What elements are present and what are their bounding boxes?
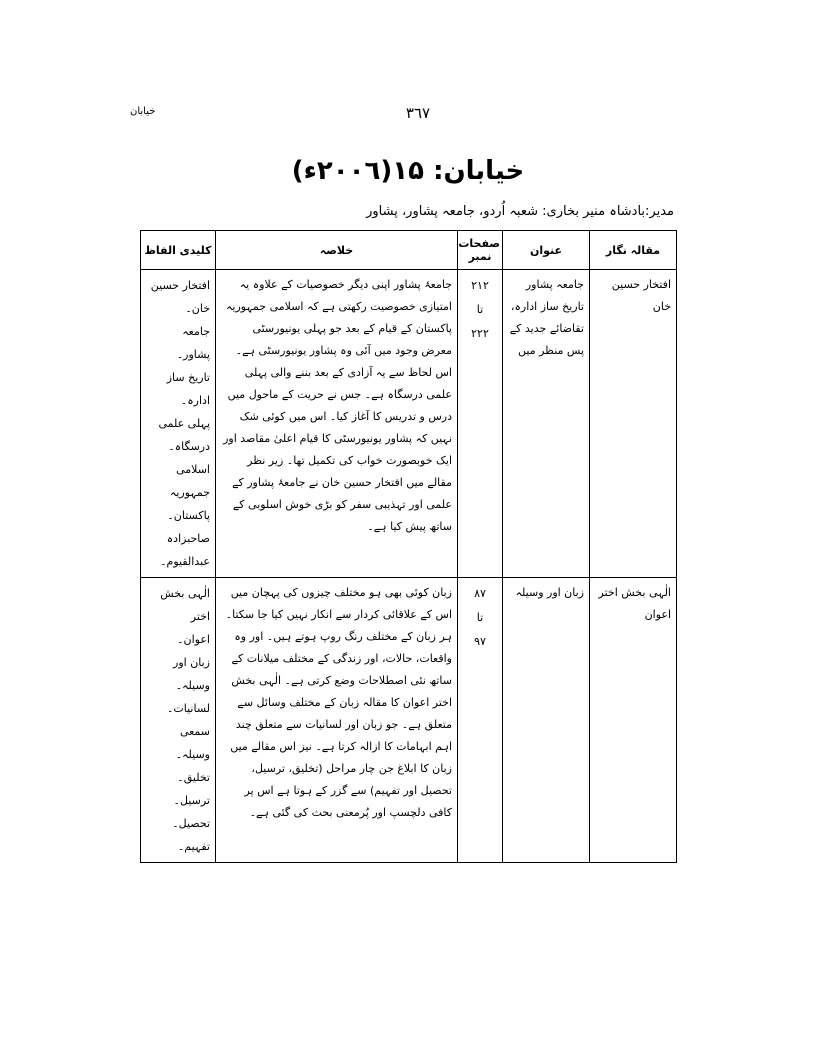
page-start: ۲۱۲ — [471, 279, 489, 292]
table-header-row — [141, 231, 677, 270]
page-number: ۳٦۷ — [405, 104, 431, 122]
keyword: اسلامی جمہوریہ — [169, 463, 210, 499]
title-cell: جامعہ پشاور تاریخ ساز ادارہ، تقاضائے جدید کے پس منظر میں — [503, 270, 590, 578]
page-start: ۸۷ — [474, 587, 486, 600]
author-cell: افتخار حسین خان — [590, 270, 677, 578]
header-keywords: کلیدی الفاظ — [141, 231, 216, 270]
page-end: ۹۷ — [474, 635, 486, 648]
articles-table — [140, 230, 677, 863]
keyword: جامعہ پشاور۔ — [176, 325, 210, 361]
keyword: پاکستان۔ — [167, 509, 210, 522]
table-row — [141, 578, 677, 863]
keyword: تخلیق۔ ترسیل۔ — [173, 771, 210, 807]
keyword: زبان اور وسیلہ۔ — [173, 656, 210, 692]
table-row — [141, 270, 677, 578]
header-pages: صفحات نمبر — [458, 231, 503, 270]
keyword: تاریخ ساز ادارہ۔ — [166, 371, 210, 407]
keywords-cell — [141, 578, 216, 863]
header-abstract: خلاصہ — [216, 231, 458, 270]
page-to: تا — [476, 303, 484, 316]
running-head: خیابان — [130, 106, 156, 117]
page-end: ۲۲۲ — [471, 327, 489, 340]
keywords-cell — [141, 270, 216, 578]
keyword: الٰہی بخش اختر — [160, 587, 210, 623]
title-cell: زبان اور وسیلہ — [503, 578, 590, 863]
keyword: اعوان۔ — [177, 633, 210, 646]
keyword: صاحبزادہ — [166, 532, 210, 545]
keyword: لسانیات۔ — [166, 702, 210, 715]
keyword: تحصیل۔ تفہیم۔ — [172, 817, 210, 853]
abstract-cell: زبان کوئی بھی ہو مختلف چیزوں کی پہچان میں اس کے علاقائی کردار سے انکار نہیں کیا جا سکتا۔ ہر زبان کے مختلف رنگ روپ ہوتے ہیں۔ اور وہ واقعات، حالات، اور زندگی کے مختلف میلانات کے ساتھ نئی اصطلاحات وضع کرتی ہے۔ الٰہی بخش اختر اعوان کا مقالہ زبان کے مختلف وسائل سے متعلق ہے۔ جو زبان اور لسانیات سے متعلق چند اہم ابہامات کا ازالہ کرتا ہے۔ نیز اس مقالے میں زبان کا ابلاغ جن چار مراحل (تخلیق، ترسیل، تحصیل اور تفہیم) سے گزر کے ہوتا ہے اس پر کافی دلچسپ اور پُرمعنی بحث کی گئی ہے۔ — [216, 578, 458, 863]
header-author: مقالہ نگار — [590, 231, 677, 270]
header-title: عنوان — [503, 231, 590, 270]
pages-cell — [458, 270, 503, 578]
abstract-cell: جامعۂ پشاور اپنی دیگر خصوصیات کے علاوہ یہ امتیازی خصوصیت رکھتی ہے کہ اسلامی جمہوریہ پاکستان کے قیام کے بعد جو پہلی یونیورسٹی معرض وجود میں آئی وہ پشاور یونیورسٹی ہے۔ اس لحاظ سے یہ آزادی کے بعد بننے والی پہلی علمی درسگاہ ہے۔ جس نے حریت کے ماحول میں درس و تدریس کا آغاز کیا۔ اس میں کوئی شک نہیں کہ پشاور یونیورسٹی کا قیام اعلیٰ مقاصد اور ایک خوبصورت خواب کی تکمیل تھا۔ زیر نظر مقالے میں افتخار حسین خان نے جامعۂ پشاور کے علمی اور تہذیبی سفر کو بڑی خوش اسلوبی کے ساتھ پیش کیا ہے۔ — [216, 270, 458, 578]
keyword: عبدالقیوم۔ — [160, 555, 210, 568]
page-to: تا — [476, 611, 484, 624]
journal-title: خیابان: ۱۵(۲۰۰٦ء) — [291, 156, 525, 186]
pages-cell — [458, 578, 503, 863]
keyword: سمعی وسیلہ۔ — [175, 725, 210, 761]
keyword: افتخار حسین خان۔ — [150, 279, 210, 315]
editor-line: مدیر:بادشاہ منیر بخاری: شعبہ اُردو، جامعہ پشاور، پشاور — [366, 204, 674, 219]
keyword: پہلی علمی درسگاہ۔ — [158, 417, 210, 453]
author-cell: الٰہی بخش اختر اعوان — [590, 578, 677, 863]
